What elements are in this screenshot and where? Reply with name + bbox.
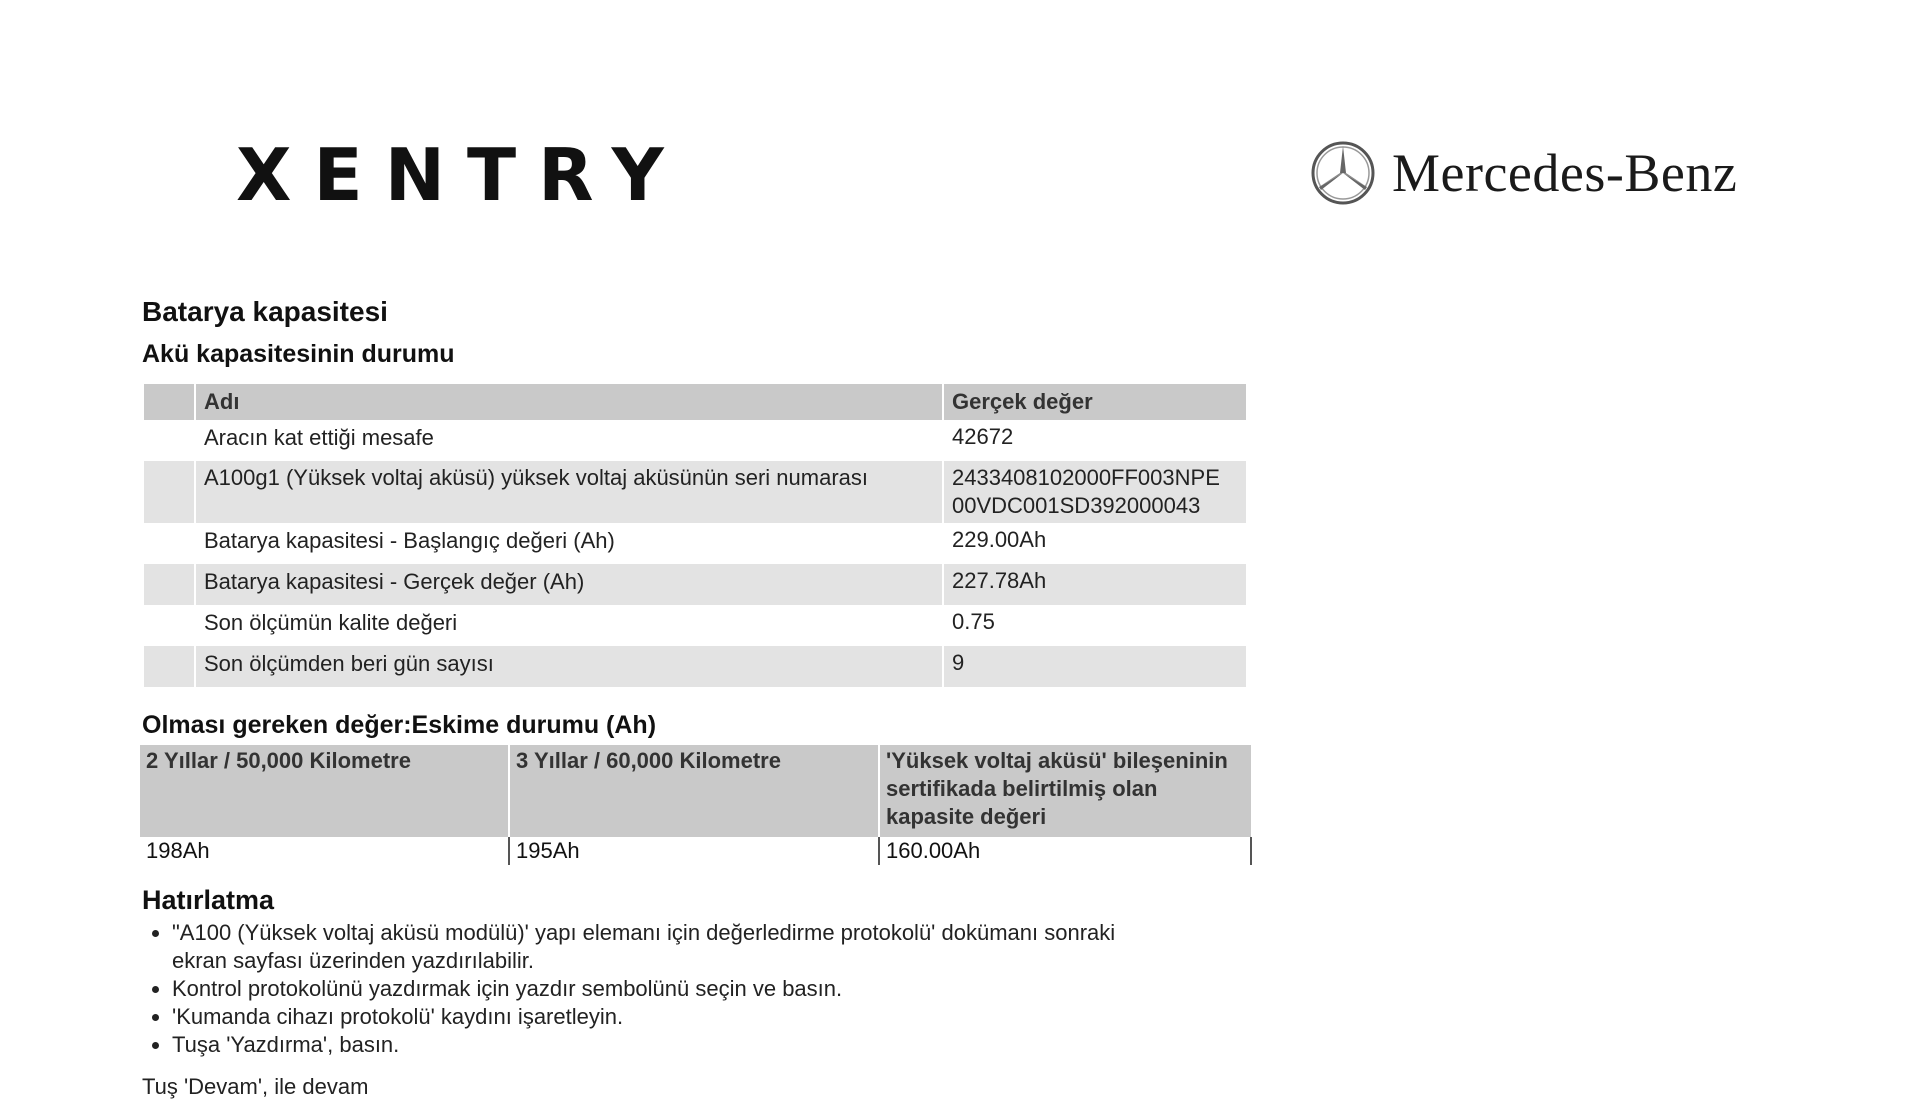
row-name: Batarya kapasitesi - Gerçek değer (Ah) bbox=[195, 564, 943, 605]
aging-value-row bbox=[140, 837, 1251, 865]
table-row bbox=[144, 420, 1246, 461]
row-blank-cell bbox=[144, 420, 195, 461]
table-row bbox=[144, 564, 1246, 605]
row-value: 42672 bbox=[943, 420, 1246, 461]
aging-table bbox=[140, 745, 1252, 865]
row-name: Aracın kat ettiği mesafe bbox=[195, 420, 943, 461]
table-row bbox=[144, 523, 1246, 564]
aging-header-certified: 'Yüksek voltaj aküsü' bileşeninin sertifikada belirtilmiş olan kapasite değeri bbox=[879, 745, 1251, 837]
mercedes-benz-wordmark: Mercedes-Benz bbox=[1392, 143, 1738, 203]
aging-header-3y: 3 Yıllar / 60,000 Kilometre bbox=[509, 745, 879, 837]
row-blank-cell bbox=[144, 461, 195, 523]
list-item: • 'Kumanda cihazı protokolü' kaydını işaretleyin. bbox=[172, 1003, 1282, 1031]
continue-instruction: Tuş 'Devam', ile devam bbox=[142, 1074, 369, 1099]
row-blank-cell bbox=[144, 646, 195, 687]
row-blank-cell bbox=[144, 523, 195, 564]
row-value: 9 bbox=[943, 646, 1246, 687]
mercedes-star-icon bbox=[1310, 140, 1376, 206]
aging-title: Olması gereken değer:Eskime durumu (Ah) bbox=[142, 711, 657, 739]
row-blank-cell bbox=[144, 564, 195, 605]
table-header-name: Adı bbox=[195, 384, 943, 420]
table-row bbox=[144, 605, 1246, 646]
row-blank-cell bbox=[144, 605, 195, 646]
list-item: • Tuşa 'Yazdırma', basın. bbox=[172, 1031, 1282, 1059]
aging-value-3y: 195Ah bbox=[509, 837, 879, 865]
table-row bbox=[144, 646, 1246, 687]
row-value: 2433408102000FF003NPE 00VDC001SD392000043 bbox=[943, 461, 1246, 523]
xentry-logo bbox=[236, 132, 686, 217]
row-name: Batarya kapasitesi - Başlangıç değeri (Ah) bbox=[195, 523, 943, 564]
report-content bbox=[142, 290, 1282, 1101]
table-header-value: Gerçek değer bbox=[943, 384, 1246, 420]
xentry-logo-text: XENTRY bbox=[236, 133, 686, 217]
row-value: 227.78Ah bbox=[943, 564, 1246, 605]
row-name: A100g1 (Yüksek voltaj aküsü) yüksek voltaj aküsünün seri numarası bbox=[195, 461, 943, 523]
table-header-row bbox=[144, 384, 1246, 420]
section-title: Batarya kapasitesi bbox=[142, 296, 388, 327]
aging-value-certified: 160.00Ah bbox=[879, 837, 1251, 865]
aging-header-row bbox=[140, 745, 1251, 837]
list-item: • Kontrol protokolünü yazdırmak için yazdır sembolünü seçin ve basın. bbox=[172, 975, 1282, 1003]
row-value: 229.00Ah bbox=[943, 523, 1246, 564]
reminder-title: Hatırlatma bbox=[142, 885, 275, 915]
list-item: • "A100 (Yüksek voltaj aküsü modülü)' yapı elemanı için değerledirme protokolü' dokümanı sonraki ekran sayfası üzerinden yazdırılabilir. bbox=[172, 919, 1152, 975]
aging-header-2y: 2 Yıllar / 50,000 Kilometre bbox=[140, 745, 509, 837]
battery-status-table bbox=[144, 384, 1246, 687]
section-subtitle: Akü kapasitesinin durumu bbox=[142, 340, 455, 368]
table-header-blank bbox=[144, 384, 195, 420]
table-row bbox=[144, 461, 1246, 523]
reminder-list bbox=[142, 919, 1282, 1059]
row-name: Son ölçümden beri gün sayısı bbox=[195, 646, 943, 687]
row-value: 0.75 bbox=[943, 605, 1246, 646]
mercedes-benz-logo bbox=[1310, 140, 1737, 206]
aging-value-2y: 198Ah bbox=[146, 838, 210, 863]
row-name: Son ölçümün kalite değeri bbox=[195, 605, 943, 646]
